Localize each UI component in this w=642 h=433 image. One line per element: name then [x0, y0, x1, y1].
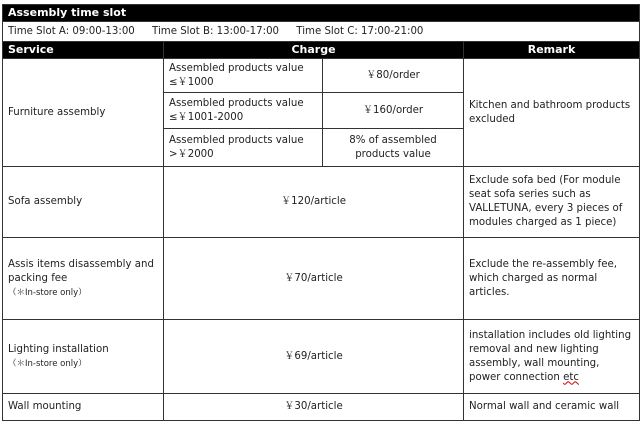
lighting-remark: installation includes old lighting removal and new lighting assembly, wall mounting, power connection [469, 329, 632, 383]
furniture-remark: Kitchen and bathroom products excluded [464, 59, 640, 167]
assis-in-store-note: （＊In-store only） [8, 287, 87, 298]
lighting-charge: ￥69/article [164, 320, 464, 394]
assembly-fee-table [2, 4, 640, 421]
wall-charge: ￥30/article [164, 394, 464, 421]
wall-service: Wall mounting [3, 394, 164, 421]
assembly-fee-table-container [2, 4, 639, 421]
lighting-service: Lighting installation [8, 343, 109, 355]
sofa-remark: Exclude sofa bed (For module seat sofa series such as VALLETUNA, every 3 pieces of modules charged as 1 piece) [464, 167, 640, 238]
furniture-tier-1-value: Assembled products value ≤￥1000 [164, 59, 323, 93]
furniture-tier-3-charge: 8% of assembled products value [323, 129, 464, 167]
time-slot-a: Time Slot A: 09:00-13:00 [8, 25, 135, 37]
time-slot-b: Time Slot B: 13:00-17:00 [152, 25, 280, 37]
table-title: Assembly time slot [3, 5, 640, 22]
furniture-tier-2-value: Assembled products value ≤￥1001-2000 [164, 93, 323, 129]
sofa-charge: ￥120/article [164, 167, 464, 238]
lighting-service-cell [3, 320, 164, 394]
lighting-remark-etc: etc [563, 371, 579, 383]
time-slot-c: Time Slot C: 17:00-21:00 [296, 25, 424, 37]
furniture-service: Furniture assembly [3, 59, 164, 167]
furniture-tier-2-charge: ￥160/order [323, 93, 464, 129]
header-charge: Charge [164, 42, 464, 59]
time-slots-row [3, 22, 640, 42]
assis-service: Assis items disassembly and packing fee [8, 258, 154, 284]
assis-remark: Exclude the re-assembly fee, which charged as normal articles. [464, 238, 640, 320]
header-remark: Remark [464, 42, 640, 59]
lighting-remark-cell [464, 320, 640, 394]
assis-service-cell [3, 238, 164, 320]
header-service: Service [3, 42, 164, 59]
wall-remark: Normal wall and ceramic wall [464, 394, 640, 421]
furniture-tier-1-charge: ￥80/order [323, 59, 464, 93]
furniture-tier-3-value: Assembled products value >￥2000 [164, 129, 323, 167]
lighting-in-store-note: （＊In-store only） [8, 358, 87, 369]
sofa-service: Sofa assembly [3, 167, 164, 238]
assis-charge: ￥70/article [164, 238, 464, 320]
